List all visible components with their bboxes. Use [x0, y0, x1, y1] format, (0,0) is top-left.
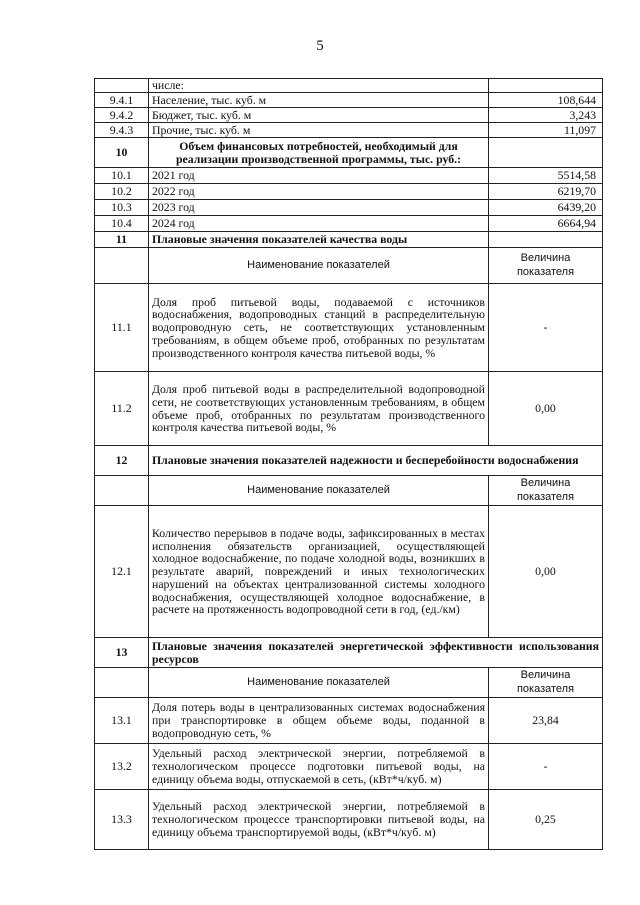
- row-value: 23,84: [489, 698, 603, 744]
- table-row: [95, 372, 603, 446]
- row-text: Доля потерь воды в централизованных системах водоснабжения при транспортировке в общем объеме воды, поданной в водопроводную сеть, %: [149, 698, 489, 744]
- row-number: 11.1: [95, 284, 149, 372]
- row-value: 0,25: [489, 790, 603, 850]
- row-number: 9.4.3: [95, 123, 149, 138]
- row-text: 2022 год: [149, 184, 489, 200]
- row-value: 3,243: [489, 108, 603, 123]
- row-value: 11,097: [489, 123, 603, 138]
- section-row: [95, 138, 603, 168]
- table-row: [95, 79, 603, 93]
- empty-cell: [95, 476, 149, 506]
- column-header-name: Наименование показателей: [149, 476, 489, 506]
- row-number: 13.2: [95, 744, 149, 790]
- column-header-row: [95, 668, 603, 698]
- row-value: [489, 79, 603, 93]
- row-number: 12.1: [95, 506, 149, 638]
- row-number: 10.1: [95, 168, 149, 184]
- row-number: 11.2: [95, 372, 149, 446]
- column-header-name: Наименование показателей: [149, 248, 489, 284]
- row-text: Доля проб питьевой воды, подаваемой с источников водоснабжения, водопроводных станций в распределительную водопроводную сеть, не соответствующих установленным требованиям, в общем объеме проб, отобранных по результатам производственного контроля качества питьевой воды, %: [149, 284, 489, 372]
- row-text: Население, тыс. куб. м: [149, 93, 489, 108]
- row-number: 10.2: [95, 184, 149, 200]
- row-number: [95, 79, 149, 93]
- row-text: Доля проб питьевой воды в распределительной водопроводной сети, не соответствующих установленным требованиям, в общем объеме проб, отобранных по результатам производственного контроля качества питьевой воды, %: [149, 372, 489, 446]
- row-value: 6439,20: [489, 200, 603, 216]
- table-row: [95, 108, 603, 123]
- row-number: 9.4.1: [95, 93, 149, 108]
- empty-cell: [95, 668, 149, 698]
- section-number: 10: [95, 138, 149, 168]
- table-row: [95, 123, 603, 138]
- column-header-row: [95, 248, 603, 284]
- row-text: 2021 год: [149, 168, 489, 184]
- row-number: 9.4.2: [95, 108, 149, 123]
- section-title: Объем финансовых потребностей, необходимый для реализации производственной программы, тыс. руб.:: [149, 138, 489, 168]
- row-text: числе:: [149, 79, 489, 93]
- row-text: Количество перерывов в подаче воды, зафиксированных в местах исполнения обязательств организацией, осуществляющей холодное водоснабжение, по подаче холодной воды, возникших в результате аварий, повреждений и иных технологических нарушений на объектах централизованной системы холодного водоснабжения, осуществляющей холодное водоснабжение, в расчете на протяженность водопроводной сети в год, (ед./км): [149, 506, 489, 638]
- page-number: 5: [316, 38, 324, 54]
- table-row: [95, 790, 603, 850]
- row-value: 0,00: [489, 506, 603, 638]
- row-text: 2023 год: [149, 200, 489, 216]
- section-number: 12: [95, 446, 149, 476]
- row-number: 10.4: [95, 216, 149, 232]
- row-text: Прочие, тыс. куб. м: [149, 123, 489, 138]
- empty-cell: [489, 232, 603, 248]
- table-row: [95, 93, 603, 108]
- table-row: [95, 506, 603, 638]
- section-title: Плановые значения показателей надежности и бесперебойности водоснабжения: [149, 446, 603, 476]
- row-value: 108,644: [489, 93, 603, 108]
- row-text: Удельный расход электрической энергии, потребляемой в технологическом процессе подготовки питьевой воды, на единицу объема воды, отпускаемой в сеть, (кВт*ч/куб. м): [149, 744, 489, 790]
- table-row: [95, 698, 603, 744]
- row-value: 0,00: [489, 372, 603, 446]
- column-header-row: [95, 476, 603, 506]
- section-title: Плановые значения показателей качества воды: [149, 232, 489, 248]
- table-row: [95, 184, 603, 200]
- row-number: 13.3: [95, 790, 149, 850]
- row-text: Удельный расход электрической энергии, потребляемой в технологическом процессе транспортировки питьевой воды, на единицу объема транспортируемой воды, (кВт*ч/куб. м): [149, 790, 489, 850]
- section-number: 13: [95, 638, 149, 668]
- column-header-name: Наименование показателей: [149, 668, 489, 698]
- row-value: 6664,94: [489, 216, 603, 232]
- section-row: [95, 446, 603, 476]
- row-value: 6219,70: [489, 184, 603, 200]
- column-header-value: Величина показателя: [489, 668, 603, 698]
- table-row: [95, 284, 603, 372]
- row-text: Бюджет, тыс. куб. м: [149, 108, 489, 123]
- table-row: [95, 744, 603, 790]
- section-row: [95, 232, 603, 248]
- section-number: 11: [95, 232, 149, 248]
- row-value: 5514,58: [489, 168, 603, 184]
- row-number: 13.1: [95, 698, 149, 744]
- table-row: [95, 168, 603, 184]
- section-row: [95, 638, 603, 668]
- indicators-table: [94, 78, 603, 850]
- empty-cell: [95, 248, 149, 284]
- row-value: -: [489, 284, 603, 372]
- table-row: [95, 200, 603, 216]
- row-text: 2024 год: [149, 216, 489, 232]
- row-number: 10.3: [95, 200, 149, 216]
- row-value: -: [489, 744, 603, 790]
- table-row: [95, 216, 603, 232]
- column-header-value: Величина показателя: [489, 248, 603, 284]
- empty-cell: [489, 138, 603, 168]
- section-title: Плановые значения показателей энергетической эффективности использования ресурсов: [149, 638, 603, 668]
- column-header-value: Величина показателя: [489, 476, 603, 506]
